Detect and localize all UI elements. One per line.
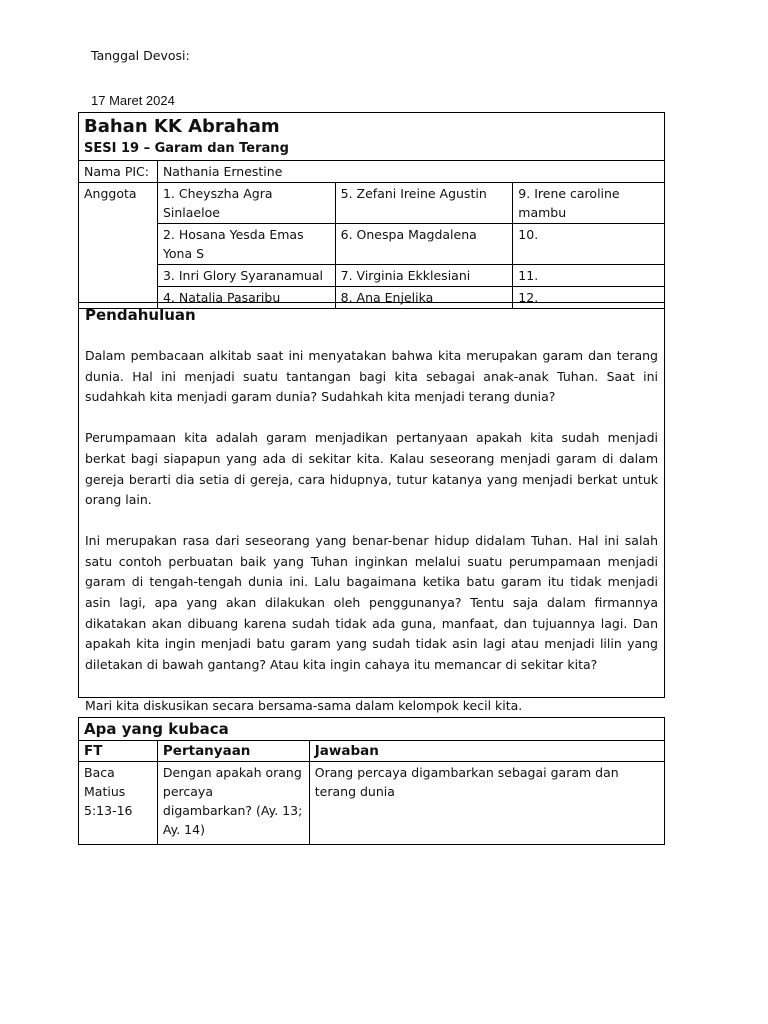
- pic-row: [79, 161, 665, 183]
- ft-cell: Baca Matius 5:13-16: [79, 762, 158, 845]
- member-cell: 3. Inri Glory Syaranamual: [157, 265, 335, 287]
- member-cell: 12.: [513, 287, 665, 309]
- title-cell: [79, 113, 665, 161]
- question-cell: Dengan apakah orang percaya digambarkan? (Ay. 13; Ay. 14): [157, 762, 309, 845]
- table-row: [79, 762, 665, 845]
- reading-title: Apa yang kubaca: [79, 718, 665, 741]
- column-header-ft: FT: [79, 741, 158, 762]
- column-header-question: Pertanyaan: [157, 741, 309, 762]
- reading-header-row: [79, 741, 665, 762]
- member-cell: 8. Ana Enjelika: [335, 287, 513, 309]
- member-cell: 1. Cheyszha Agra Sinlaeloe: [157, 183, 335, 224]
- pic-name: Nathania Ernestine: [157, 161, 664, 183]
- introduction-paragraph: Perumpamaan kita adalah garam menjadikan pertanyaan apakah kita sudah menjadi berkat bagi siapapun yang ada di sekitar kita. Kalau seseorang menjadi garam di dalam gereja berarti dia setia di gereja, cara hidupnya, tutur katanya yang menjadi berkat untuk orang lain.: [85, 430, 658, 508]
- document-title: Bahan KK Abraham: [84, 116, 280, 137]
- introduction-paragraph: Ini merupakan rasa dari seseorang yang benar-benar hidup didalam Tuhan. Hal ini salah satu contoh perbuatan baik yang Tuhan inginkan melalui suatu perumpamaan menjadi garam di tengah-tengah dunia ini. Lalu bagaimana ketika batu garam itu tidak menjadi asin lagi, apa yang akan dilakukan oleh penggunanya? Tentu saja dalam firmannya dikatakan akan dibuang karena sudah tidak ada guna, manfaat, dan tujuannya lagi. Dan apakah kita ingin menjadi batu garam yang sudah tidak asin lagi atau menjadi lilin yang diletakan di bawah gantang? Atau kita ingin cahaya itu memancar di sekitar kita?: [85, 532, 658, 673]
- member-cell: 11.: [513, 265, 665, 287]
- member-cell: 10.: [513, 224, 665, 265]
- column-header-answer: Jawaban: [309, 741, 664, 762]
- title-row: [79, 113, 665, 161]
- member-cell: 7. Virginia Ekklesiani: [335, 265, 513, 287]
- member-row: [79, 224, 665, 265]
- answer-cell: Orang percaya digambarkan sebagai garam dan terang dunia: [309, 762, 664, 845]
- member-row: [79, 265, 665, 287]
- member-cell: 4. Natalia Pasaribu: [157, 287, 335, 309]
- reading-table: [78, 717, 665, 845]
- member-cell: 9. Irene caroline mambu: [513, 183, 665, 224]
- member-cell: 5. Zefani Ireine Agustin: [335, 183, 513, 224]
- introduction-paragraph: Mari kita diskusikan secara bersama-sama dalam kelompok kecil kita.: [85, 697, 523, 713]
- reading-title-row: [79, 718, 665, 741]
- header-table: [78, 112, 665, 309]
- pic-label: Nama PIC:: [79, 161, 158, 183]
- devotion-date-value: 17 Maret 2024: [91, 93, 175, 108]
- session-title: SESI 19 – Garam dan Terang: [84, 141, 289, 156]
- members-label: Anggota: [79, 183, 158, 309]
- introduction-heading: Pendahuluan: [85, 306, 196, 324]
- devotion-date-label: Tanggal Devosi:: [91, 48, 190, 63]
- member-row: [79, 183, 665, 224]
- introduction-section: [78, 302, 665, 713]
- introduction-paragraph: Dalam pembacaan alkitab saat ini menyatakan bahwa kita merupakan garam dan terang dunia. Hal ini menjadi suatu tantangan bagi kita sebagai anak-anak Tuhan. Saat ini sudahkah kita menjadi garam dunia? Sudahkah kita menjadi terang dunia?: [85, 348, 658, 405]
- member-cell: 2. Hosana Yesda Emas Yona S: [157, 224, 335, 265]
- member-cell: 6. Onespa Magdalena: [335, 224, 513, 265]
